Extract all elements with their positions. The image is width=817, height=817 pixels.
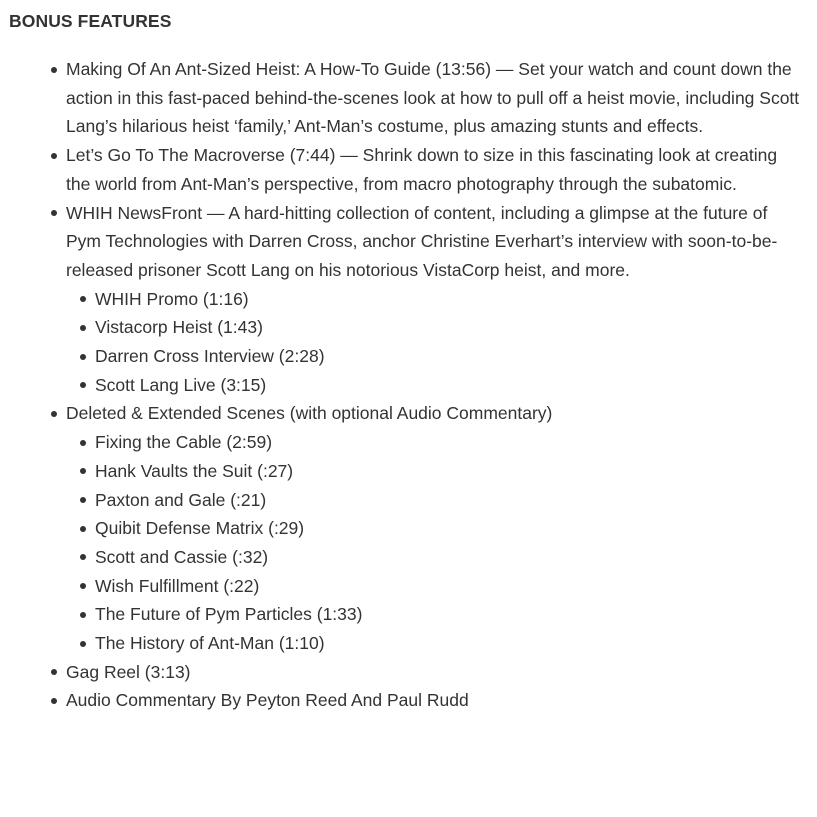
deleted-scenes-sublist <box>66 428 806 658</box>
list-item-text: Gag Reel (3:13) <box>66 661 191 682</box>
list-item-text: Making Of An Ant-Sized Heist: A How-To Guide (13:56) — Set your watch and count down the action in this fast-paced behind-the-scenes look at how to pull off a heist movie, including Scott Lang’s hilarious heist ‘family,’ Ant-Man’s costume, plus amazing stunts and effects. <box>66 59 800 137</box>
sublist-item: Fixing the Cable (2:59) <box>95 428 806 457</box>
sublist-item: Vistacorp Heist (1:43) <box>95 313 806 342</box>
list-item-text: Audio Commentary By Peyton Reed And Paul Rudd <box>66 690 469 711</box>
list-item-gag-reel <box>66 658 806 687</box>
sublist-item: Scott and Cassie (:32) <box>95 543 806 572</box>
sublist-item: Paxton and Gale (:21) <box>95 486 806 515</box>
sublist-item: WHIH Promo (1:16) <box>95 285 806 314</box>
sublist-item: Hank Vaults the Suit (:27) <box>95 457 806 486</box>
list-item-audio-commentary <box>66 686 806 715</box>
list-item-text: WHIH NewsFront — A hard-hitting collection of content, including a glimpse at the future of Pym Technologies with Darren Cross, anchor Christine Everhart’s interview with soon-to-be-released prisoner Scott Lang on his notorious VistaCorp heist, and more. <box>66 202 778 280</box>
list-item-deleted-scenes <box>66 399 806 657</box>
list-item-text: Deleted & Extended Scenes (with optional Audio Commentary) <box>66 403 553 424</box>
list-item-making-of <box>66 55 806 141</box>
bonus-features-list <box>66 55 806 715</box>
sublist-item: The History of Ant-Man (1:10) <box>95 629 806 658</box>
sublist-item: The Future of Pym Particles (1:33) <box>95 600 806 629</box>
sublist-item: Darren Cross Interview (2:28) <box>95 342 806 371</box>
list-item-text: Let’s Go To The Macroverse (7:44) — Shrink down to size in this fascinating look at creating the world from Ant-Man’s perspective, from macro photography through the subatomic. <box>66 145 778 194</box>
list-item-whih-newsfront <box>66 199 806 400</box>
sublist-item: Quibit Defense Matrix (:29) <box>95 514 806 543</box>
bonus-features-heading: BONUS FEATURES <box>9 11 172 31</box>
list-item-macroverse <box>66 141 806 198</box>
sublist-item: Wish Fulfillment (:22) <box>95 572 806 601</box>
sublist-item: Scott Lang Live (3:15) <box>95 371 806 400</box>
whih-newsfront-sublist <box>66 285 806 400</box>
